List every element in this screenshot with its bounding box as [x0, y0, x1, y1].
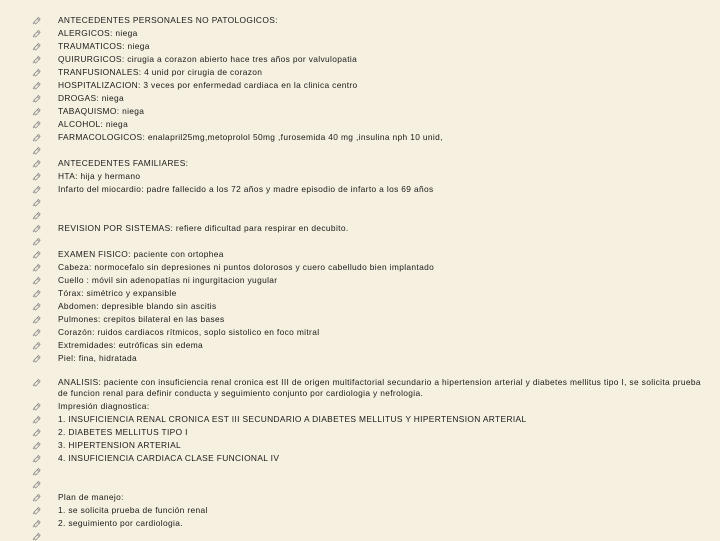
line-text: TRANFUSIONALES: 4 unid por cirugia de corazon — [58, 67, 263, 77]
line-text: ANALISIS: paciente con insuficiencia renal cronica est III de origen multifactorial secundario a hipertension arterial y diabetes mellitus tipo I, se solicita prueba de funcion renal para definir conducta y seguimiento conjunto por cardiologia y nefrologia. — [58, 377, 701, 398]
bullet-icon — [32, 146, 41, 155]
line-text: 4. INSUFICIENCIA CARDIACA CLASE FUNCIONAL IV — [58, 453, 280, 463]
bullet-icon — [32, 211, 41, 220]
bullet-icon — [32, 29, 41, 38]
bullet-icon — [32, 454, 41, 463]
line-text: Extremidades: eutróficas sin edema — [58, 340, 204, 350]
bullet-icon — [32, 81, 41, 90]
line-text: Plan de manejo: — [58, 492, 124, 502]
bullet-icon — [32, 237, 41, 246]
bullet-icon — [32, 120, 41, 129]
bullet-icon — [32, 506, 41, 515]
line-text: 1. INSUFICIENCIA RENAL CRONICA EST III SECUNDARIO A DIABETES MELLITUS Y HIPERTENSION ARTERIAL — [58, 414, 527, 424]
bullet-icon — [32, 378, 41, 387]
line-text: Infarto del miocardio: padre fallecido a los 72 años y madre episodio de infarto a los 69 años — [58, 184, 434, 194]
line-text: HTA: hija y hermano — [58, 171, 141, 181]
bullet-icon — [32, 276, 41, 285]
line-text: HOSPITALIZACION: 3 veces por enfermedad cardiaca en la clinica centro — [58, 80, 358, 90]
line-text: Abdomen: depresible blando sin ascitis — [58, 301, 217, 311]
bullet-icon — [32, 42, 41, 51]
line-text: REVISION POR SISTEMAS: refiere dificultad para respirar en decubito. — [58, 223, 349, 233]
line-text: Impresión diagnostica: — [58, 401, 150, 411]
bullet-icon — [32, 428, 41, 437]
line-text: 3. HIPERTENSION ARTERIAL — [58, 440, 182, 450]
bullet-icon — [32, 159, 41, 168]
bullet-icon — [32, 480, 41, 489]
line-text: 1. se solicita prueba de función renal — [58, 505, 208, 515]
line-text: TABAQUISMO: niega — [58, 106, 145, 116]
line-text: TRAUMATICOS: niega — [58, 41, 150, 51]
bullet-icon — [32, 16, 41, 25]
bullet-icon — [32, 55, 41, 64]
bullet-icon — [32, 224, 41, 233]
line-text: Piel: fina, hidratada — [58, 353, 138, 363]
line-text: ANTECEDENTES PERSONALES NO PATOLOGICOS: — [58, 15, 278, 25]
line-text: Tórax: simétrico y expansible — [58, 288, 177, 298]
bullet-icon — [32, 354, 41, 363]
line-text: ANTECEDENTES FAMILIARES: — [58, 158, 189, 168]
bullet-icon — [32, 402, 41, 411]
bullet-icon — [32, 328, 41, 337]
bullet-icon — [32, 302, 41, 311]
bullet-icon — [32, 315, 41, 324]
bullet-icon — [32, 519, 41, 528]
line-text: QUIRURGICOS: cirugia a corazon abierto hace tres años por valvulopatia — [58, 54, 358, 64]
line-text: FARMACOLOGICOS: enalapril25mg,metoprolol 50mg ,furosemida 40 mg ,insulina nph 10 unid, — [58, 132, 443, 142]
line-text: ALERGICOS: niega — [58, 28, 138, 38]
line-text: Corazón: ruidos cardiacos rítmicos, soplo sistolico en foco mitral — [58, 327, 320, 337]
line-text: Cuello : móvil sin adenopatías ni ingurgitacion yugular — [58, 275, 278, 285]
line-text: Pulmones: crepitos bilateral en las bases — [58, 314, 225, 324]
line-text: EXAMEN FISICO: paciente con ortophea — [58, 249, 224, 259]
bullet-icon — [32, 185, 41, 194]
bullet-icon — [32, 493, 41, 502]
bullet-icon — [32, 172, 41, 181]
bullet-icon — [32, 107, 41, 116]
bullet-icon — [32, 441, 41, 450]
bullet-icon — [32, 133, 41, 142]
bullet-icon — [32, 415, 41, 424]
bullet-icon — [32, 94, 41, 103]
bullet-icon — [32, 467, 41, 476]
bullet-icon — [32, 289, 41, 298]
line-text: DROGAS: niega — [58, 93, 124, 103]
line-text: Cabeza: normocefalo sin depresiones ni puntos dolorosos y cuero cabelludo bien implantado — [58, 262, 435, 272]
bullet-icon — [32, 68, 41, 77]
bullet-icon — [32, 263, 41, 272]
bullet-icon — [32, 198, 41, 207]
line-text: 2. DIABETES MELLITUS TIPO I — [58, 427, 188, 437]
line-text: 2. seguimiento por cardiologia. — [58, 518, 183, 528]
bullet-icon — [32, 250, 41, 259]
line-text: ALCOHOL: niega — [58, 119, 129, 129]
bullet-icon — [32, 341, 41, 350]
